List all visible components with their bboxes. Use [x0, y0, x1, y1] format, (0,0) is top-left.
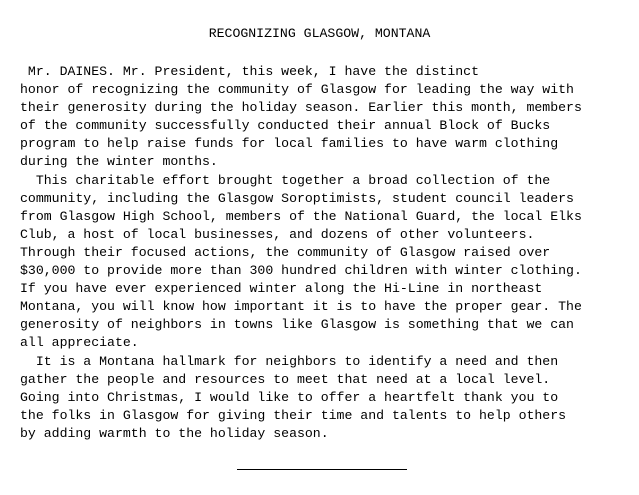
text-line: program to help raise funds for local families to have warm clothing: [20, 136, 559, 152]
text-line: all appreciate.: [20, 335, 139, 351]
text-line: honor of recognizing the community of Glasgow for leading the way with: [20, 82, 574, 98]
text-line: Montana, you will know how important it is to have the proper gear. The: [20, 299, 582, 315]
text-line: Mr. DAINES. Mr. President, this week, I have the distinct: [20, 64, 479, 79]
text-line: community, including the Glasgow Soroptimists, student council leaders: [20, 190, 574, 206]
text-line: $30,000 to provide more than 300 hundred children with winter clothing.: [20, 263, 582, 279]
text-line: from Glasgow High School, members of the National Guard, the local Elks: [20, 208, 582, 224]
document-body: [20, 63, 630, 443]
text-line: Going into Christmas, I would like to offer a heartfelt thank you to: [20, 389, 559, 405]
text-line: by adding warmth to the holiday season.: [20, 425, 329, 441]
text-line: during the winter months.: [20, 154, 218, 170]
text-line: This charitable effort brought together a broad collection of the: [20, 172, 551, 188]
text-line: of the community successfully conducted their annual Block of Bucks: [20, 118, 551, 134]
text-line: It is a Montana hallmark for neighbors to identify a need and then: [20, 353, 559, 369]
text-line: their generosity during the holiday season. Earlier this month, members: [20, 100, 582, 116]
document-title: RECOGNIZING GLASGOW, MONTANA: [208, 26, 431, 41]
text-line: generosity of neighbors in towns like Glasgow is something that we can: [20, 317, 574, 333]
text-line: the folks in Glasgow for giving their time and talents to help others: [20, 407, 567, 423]
text-line: Club, a host of local businesses, and dozens of other volunteers.: [20, 226, 535, 242]
section-divider: [237, 469, 407, 470]
text-line: gather the people and resources to meet that need at a local level.: [20, 371, 551, 387]
text-line: If you have ever experienced winter along the Hi-Line in northeast: [20, 281, 543, 297]
text-line: Through their focused actions, the community of Glasgow raised over: [20, 244, 551, 260]
